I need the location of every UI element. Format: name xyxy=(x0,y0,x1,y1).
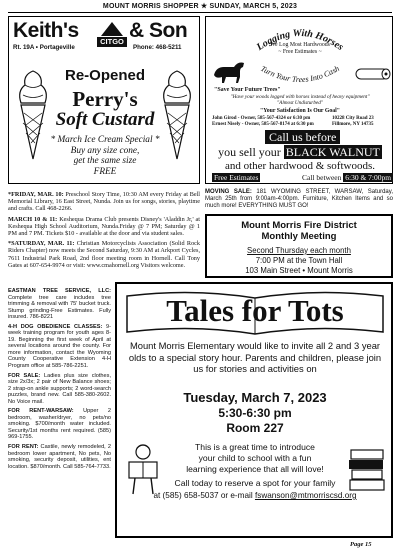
classified-text: Upper 2 bedroom, washer/dryer, no pets/no smoking. $700/month water included. Security/1st months rent required. (585) 969-1755. xyxy=(8,408,111,441)
event-text: Christian Motorcyclists Association (Solid Rock Riders Chapter) now meets the Second Saturday, 9:30 AM at Arkport Cycles, 7611 Industrial Park Road, 2nd floor meeting room in Hornell. Call Tony Gates at 607-654-9974 or visit: www.cmahornell.org Visitors welcome. xyxy=(8,240,200,269)
moving-sale-text: 181 WYOMING STREET, WARSAW, Saturday, March 25th from 9:00am-4:00pm. Furniture, Kitchen Items and so much more! EVERYTHING MUST GO! xyxy=(205,189,393,209)
tales-body xyxy=(165,442,345,475)
horse-icon xyxy=(210,57,248,85)
reopened-text: Re-Opened xyxy=(64,67,145,84)
ice-cream-special xyxy=(49,135,161,177)
event-text: Keshequa Drama Club presents Disney's 'Aladdin Jr,' at Keshequa High School Auditorium, Nunda.Friday @ 7 PM; Saturday @ 1 PM and 7 PM. Tickets $10 - available at the door and via student sales. xyxy=(8,215,200,238)
logging-quote xyxy=(210,94,390,106)
logging-contacts xyxy=(212,116,314,128)
tales-body-line: This is a great time to introduce xyxy=(195,442,315,452)
call-between-line xyxy=(302,173,393,182)
page-header: MOUNT MORRIS SHOPPER ★ SUNDAY, MARCH 5, 2023 xyxy=(102,3,298,10)
tales-body-line: learning experience that all will love! xyxy=(186,464,324,474)
keiths-ad xyxy=(8,16,200,184)
soft-custard-text: Soft Custard xyxy=(55,109,155,130)
logging-ad xyxy=(205,16,393,184)
event-label: *SATURDAY, MAR. 11: xyxy=(8,240,75,248)
classifieds-column xyxy=(8,288,111,470)
tales-body-line: your child to school with a fun xyxy=(198,453,312,463)
logging-quote-line: "Have your woods logged with horses instead of heavy equipment" xyxy=(230,94,370,100)
header-rule xyxy=(8,12,392,13)
tales-contact xyxy=(121,490,389,501)
tales-intro: Mount Morris Elementary would like to invite all 2 and 3 year olds to a special story hour. Parents and children, please join us for stories and activities on xyxy=(128,340,382,374)
tales-email-link[interactable]: fswanson@mtmorriscsd.org xyxy=(254,491,357,500)
free-estimates-badge: Free Estimates xyxy=(214,173,259,182)
special-line: FREE xyxy=(93,166,117,177)
classified-label: 4-H DOG OBEDIENCE CLASSES: xyxy=(8,323,103,330)
page-number: Page 15 xyxy=(350,541,372,548)
keiths-name-right: & Son xyxy=(129,19,188,42)
call-us-banner: Call us before xyxy=(265,130,340,144)
logging-lines xyxy=(256,42,344,56)
event-friday xyxy=(8,191,200,213)
call-hours: 6:30 & 7:00pm xyxy=(345,173,392,182)
fire-title xyxy=(207,220,391,242)
other-woods: and other hardwood & softwoods. xyxy=(224,160,375,172)
black-walnut: BLACK WALNUT xyxy=(285,145,380,159)
classified-item xyxy=(8,288,111,321)
tales-for-tots-ad xyxy=(115,282,393,538)
classified-label: EASTMAN TREE SERVICE, LLC: xyxy=(8,288,111,294)
tales-title: Tales for Tots xyxy=(166,293,344,328)
classified-text: 9-week training program for youth ages 8-19. Beginning the first week of April at several locations around the county. For more information, contact the Wyoming County Cooperative Extension 4-H Program office at 585-786-2251. xyxy=(8,323,111,370)
event-label: *FRIDAY, MAR. 10: xyxy=(8,191,64,198)
classified-item xyxy=(8,324,111,370)
contact-line: Ernest Nisely - Owner, 585-567-8174 at 6:30 pm xyxy=(212,122,314,127)
classified-item xyxy=(8,373,111,406)
keiths-name-left: Keith's xyxy=(13,19,79,42)
perrys-text: Perry's xyxy=(72,87,138,111)
fire-district-ad xyxy=(205,214,393,278)
keiths-phone: Phone: 468-5211 xyxy=(133,44,182,51)
fire-line: 7:00 PM at the Town Hall xyxy=(255,256,343,265)
logging-quote-line: "Almost Undisturbed" xyxy=(276,100,323,106)
logging-address xyxy=(332,116,374,128)
event-saturday xyxy=(8,240,200,269)
logging-arc-top: Logging With Horses xyxy=(254,27,346,54)
tales-body-line: Call today to reserve a spot for your family xyxy=(174,478,336,488)
logging-line1: We Log Most Hardwoods xyxy=(270,42,330,48)
classified-text: Ladies plus size clothes, size 2x/3x; 2 pair of New Balance shoes; 2 strap-on ankle supports; 2 word-search puzzles, brand new. Call 585-380-2602. No Voice mail. xyxy=(8,372,111,405)
keiths-address: Rt. 19A • Portageville xyxy=(13,44,75,51)
logging-line2: ~ Free Estimates ~ xyxy=(278,49,322,55)
tales-room: Room 227 xyxy=(226,421,284,435)
moving-sale-label: MOVING SALE: xyxy=(205,189,252,195)
special-line: * March Ice Cream Special * xyxy=(50,135,160,145)
sell-walnut-line xyxy=(208,145,392,159)
classified-item xyxy=(8,408,111,441)
event-label: MARCH 10 & 11: xyxy=(8,215,58,223)
fire-title-line: Mount Morris Fire District xyxy=(241,220,357,231)
svg-text:Turn Your Trees Into Cash xyxy=(259,64,341,84)
log-icon xyxy=(354,57,392,85)
tales-contact-pre: at (585) 658-5037 or e-mail xyxy=(153,491,255,500)
address-line: Fillmore, NY 14735 xyxy=(332,122,374,127)
classified-text: Complete tree care includes tree trimming & removal with 75' bucket truck. Stump grinding-Free Estimates. Fully insured. 786-8221 xyxy=(8,294,111,321)
tales-body-2 xyxy=(121,478,389,489)
sell-pre: you sell your xyxy=(218,145,281,159)
call-between: Call between xyxy=(302,173,342,182)
classified-label: FOR RENT: xyxy=(8,444,39,451)
tales-time: 5:30-6:30 pm xyxy=(218,406,292,420)
event-text: Preschool Story Time, 10:30 AM every Friday at Bell Memorial Library, 16 East Street, Nunda. Join us for songs, stories, playtime and crafts. Call 468-2266. xyxy=(8,191,201,213)
moving-sale xyxy=(205,189,393,210)
contact-line: John Girod - Owner, 585-567-4324 or 6:30 pm xyxy=(212,116,311,121)
event-march xyxy=(8,216,200,238)
satisfaction: "Your Satisfaction Is Our Goal" xyxy=(260,108,340,114)
tales-date: Tuesday, March 7, 2023 xyxy=(183,390,327,405)
classified-label: FOR SALE: xyxy=(8,372,41,379)
special-line: Buy any size cone, xyxy=(70,145,140,156)
classified-text: Castile, newly remodeled, 2 bedroom lower apartment, No pets, No smoking, security deposit, utilities, ent location. $870/month. Call 585-764-7733. xyxy=(8,444,111,470)
citgo-text: CITGO xyxy=(100,37,124,46)
fire-details xyxy=(207,246,391,276)
events-column xyxy=(8,191,200,269)
logging-arc-bottom: Turn Your Trees Into Cash xyxy=(259,63,341,85)
fire-line: Second Thursday each month xyxy=(247,246,351,255)
special-line: get the same size xyxy=(73,156,137,166)
address-line: 10228 City Road 23 xyxy=(332,116,374,121)
fire-line: 103 Main Street • Mount Morris xyxy=(245,266,353,275)
fire-title-line: Monthly Meeting xyxy=(261,231,337,242)
classified-label: FOR RENT-WARSAW: xyxy=(8,408,74,415)
citgo-logo xyxy=(96,21,128,49)
classified-item xyxy=(8,444,111,470)
save-trees: "Save Your Future Trees" xyxy=(214,87,281,93)
